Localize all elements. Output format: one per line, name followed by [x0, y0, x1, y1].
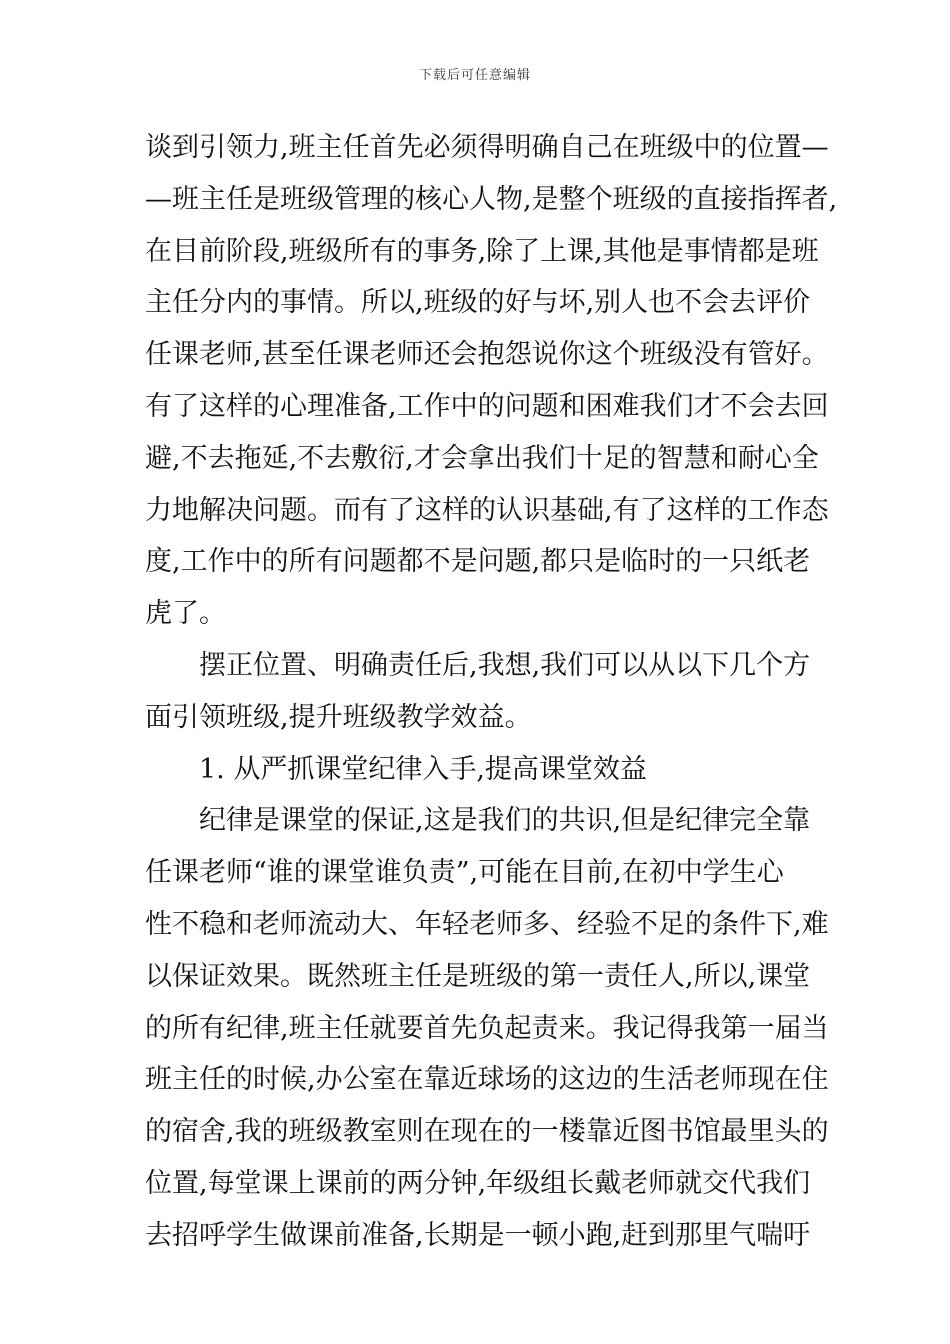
page-header: 下载后可任意编辑 — [418, 68, 531, 83]
text-line: 去招呼学生做课前准备,长期是一顿小跑,赶到那里气喘吁 — [145, 1219, 811, 1251]
text-line: 虎了。 — [145, 598, 226, 630]
text-line: 主任分内的事情。所以,班级的好与坏,别人也不会去评价 — [145, 287, 811, 319]
text-line: 位置,每堂课上课前的两分钟,年级组长戴老师就交代我们 — [145, 1167, 811, 1199]
text-line: 在目前阶段,班级所有的事务,除了上课,其他是事情都是班 — [145, 235, 819, 267]
text-line: 班主任的时候,办公室在靠近球场的这边的生活老师现在住 — [145, 1064, 829, 1096]
text-line: 的所有纪律,班主任就要首先负起责来。我记得我第一届当 — [145, 1012, 829, 1044]
text-line: 避,不去拖延,不去敷衍,才会拿出我们十足的智慧和耐心全 — [145, 442, 819, 474]
text-line: 度,工作中的所有问题都不是问题,都只是临时的一只纸老 — [145, 546, 811, 578]
text-line: 任课老师,甚至任课老师还会抱怨说你这个班级没有管好。 — [145, 339, 829, 371]
text-line: 面引领班级,提升班级教学效益。 — [145, 701, 532, 733]
text-line: 力地解决问题。而有了这样的认识基础,有了这样的工作态 — [145, 494, 829, 526]
text-line: 任课老师“谁的课堂谁负责”,可能在目前,在初中学生心 — [145, 857, 784, 889]
section-heading: 1. 从严抓课堂纪律入手,提高课堂效益 — [145, 753, 647, 785]
text-line: 摆正位置、明确责任后,我想,我们可以从以下几个方 — [145, 649, 811, 681]
text-line: 性不稳和老师流动大、年轻老师多、经验不足的条件下,难 — [145, 908, 829, 940]
text-line: 纪律是课堂的保证,这是我们的共识,但是纪律完全靠 — [145, 805, 811, 837]
document-body — [145, 128, 837, 1268]
text-line: 谈到引领力,班主任首先必须得明确自己在班级中的位置— — [145, 132, 829, 163]
text-line: 的宿舍,我的班级教室则在现在的一楼靠近图书馆最里头的 — [145, 1116, 829, 1148]
text-line: —班主任是班级管理的核心人物,是整个班级的直接指挥者, — [145, 183, 838, 215]
text-line: 以保证效果。既然班主任是班级的第一责任人,所以,课堂 — [145, 960, 811, 992]
text-line: 有了这样的心理准备,工作中的问题和困难我们才不会去回 — [145, 390, 829, 422]
